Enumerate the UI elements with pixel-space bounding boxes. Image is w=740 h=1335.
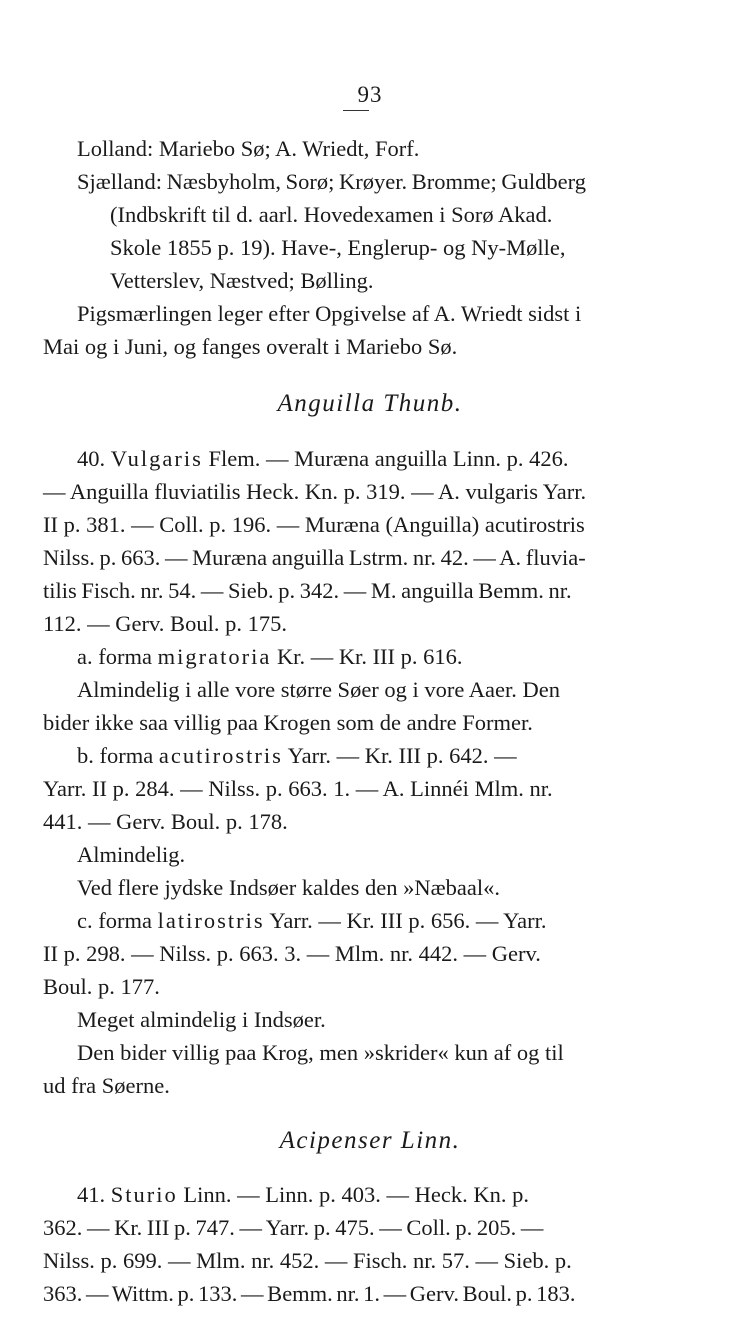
form-label: a. forma <box>77 644 158 669</box>
genus-heading: Anguilla Thunb. <box>277 390 463 417</box>
page-number-rule <box>343 110 369 111</box>
form-name: migratoria <box>157 644 272 669</box>
text-line: Skole 1855 p. 19). Have-, Englerup- og Ny-Mølle, <box>110 235 566 260</box>
text-line: tilis Fisch. nr. 54. — Sieb. p. 342. — M. anguilla Bemm. nr. <box>43 578 572 603</box>
text-line: Mai og i Juni, og fanges overalt i Mariebo Sø. <box>43 334 458 359</box>
text-line: Yarr. II p. 284. — Nilss. p. 663. 1. — A. Linnéi Mlm. nr. <box>43 776 553 801</box>
entry-text: Linn. — Linn. p. 403. — Heck. Kn. p. <box>177 1182 529 1207</box>
text-line: Boul. p. 177. <box>43 974 160 999</box>
text-line: Vetterslev, Næstved; Bølling. <box>110 268 374 293</box>
species-name: Sturio <box>110 1182 178 1207</box>
text-line: II p. 298. — Nilss. p. 663. 3. — Mlm. nr. 442. — Gerv. <box>43 941 541 966</box>
entry-text: Kr. — Kr. III p. 616. <box>271 644 463 669</box>
text-line: ud fra Søerne. <box>43 1073 170 1098</box>
text-line: Almindelig i alle vore større Søer og i vore Aaer. Den <box>77 677 560 702</box>
text-line: Ved flere jydske Indsøer kaldes den »Næbaal«. <box>77 875 500 900</box>
text-line: (Indbskrift til d. aarl. Hovedexamen i Sorø Akad. <box>110 202 553 227</box>
text-line: bider ikke saa villig paa Krogen som de andre Former. <box>43 710 533 735</box>
form-label: b. forma <box>77 743 159 768</box>
species-entry <box>77 1181 529 1209</box>
text-line: II p. 381. — Coll. p. 196. — Muræna (Anguilla) acutirostris <box>43 512 585 537</box>
page-number: 93 <box>357 82 383 107</box>
form-name: acutirostris <box>158 743 283 768</box>
text-line: Meget almindelig i Indsøer. <box>77 1007 326 1032</box>
entry-text: Flem. — Muræna anguilla Linn. p. 426. <box>202 446 569 471</box>
text-line: Pigsmærlingen leger efter Opgivelse af A. Wriedt sidst i <box>77 301 582 326</box>
form-entry <box>77 907 546 935</box>
genus-heading: Acipenser Linn. <box>279 1127 461 1154</box>
text-line: — Anguilla fluviatilis Heck. Kn. p. 319. — A. vulgaris Yarr. <box>43 479 587 504</box>
species-name: Vulgaris <box>110 446 203 471</box>
text-line: Nilss. p. 699. — Mlm. nr. 452. — Fisch. nr. 57. — Sieb. p. <box>43 1248 572 1273</box>
text-line: 112. — Gerv. Boul. p. 175. <box>43 611 287 636</box>
entry-text: Yarr. — Kr. III p. 642. — <box>282 743 517 768</box>
text-line: Den bider villig paa Krog, men »skrider« kun af og til <box>77 1040 564 1065</box>
text-line: 362. — Kr. III p. 747. — Yarr. p. 475. — Coll. p. 205. — <box>43 1215 544 1240</box>
form-entry <box>77 742 517 770</box>
text-line: Nilss. p. 663. — Muræna anguilla Lstrm. nr. 42. — A. fluvia- <box>43 545 586 570</box>
entry-text: Yarr. — Kr. III p. 656. — Yarr. <box>264 908 547 933</box>
text-line: 441. — Gerv. Boul. p. 178. <box>43 809 288 834</box>
text-line: Almindelig. <box>77 842 186 867</box>
entry-number: 41. <box>77 1182 111 1207</box>
entry-number: 40. <box>77 446 111 471</box>
text-line: 363. — Wittm. p. 133. — Bemm. nr. 1. — Gerv. Boul. p. 183. <box>43 1281 576 1306</box>
text-line: Lolland: Mariebo Sø; A. Wriedt, Forf. <box>77 136 420 161</box>
text-line: Sjælland: Næsbyholm, Sorø; Krøyer. Bromme; Guldberg <box>77 169 586 194</box>
species-entry <box>77 445 568 473</box>
form-entry <box>77 643 463 671</box>
form-name: latirostris <box>157 908 265 933</box>
form-label: c. forma <box>77 908 158 933</box>
